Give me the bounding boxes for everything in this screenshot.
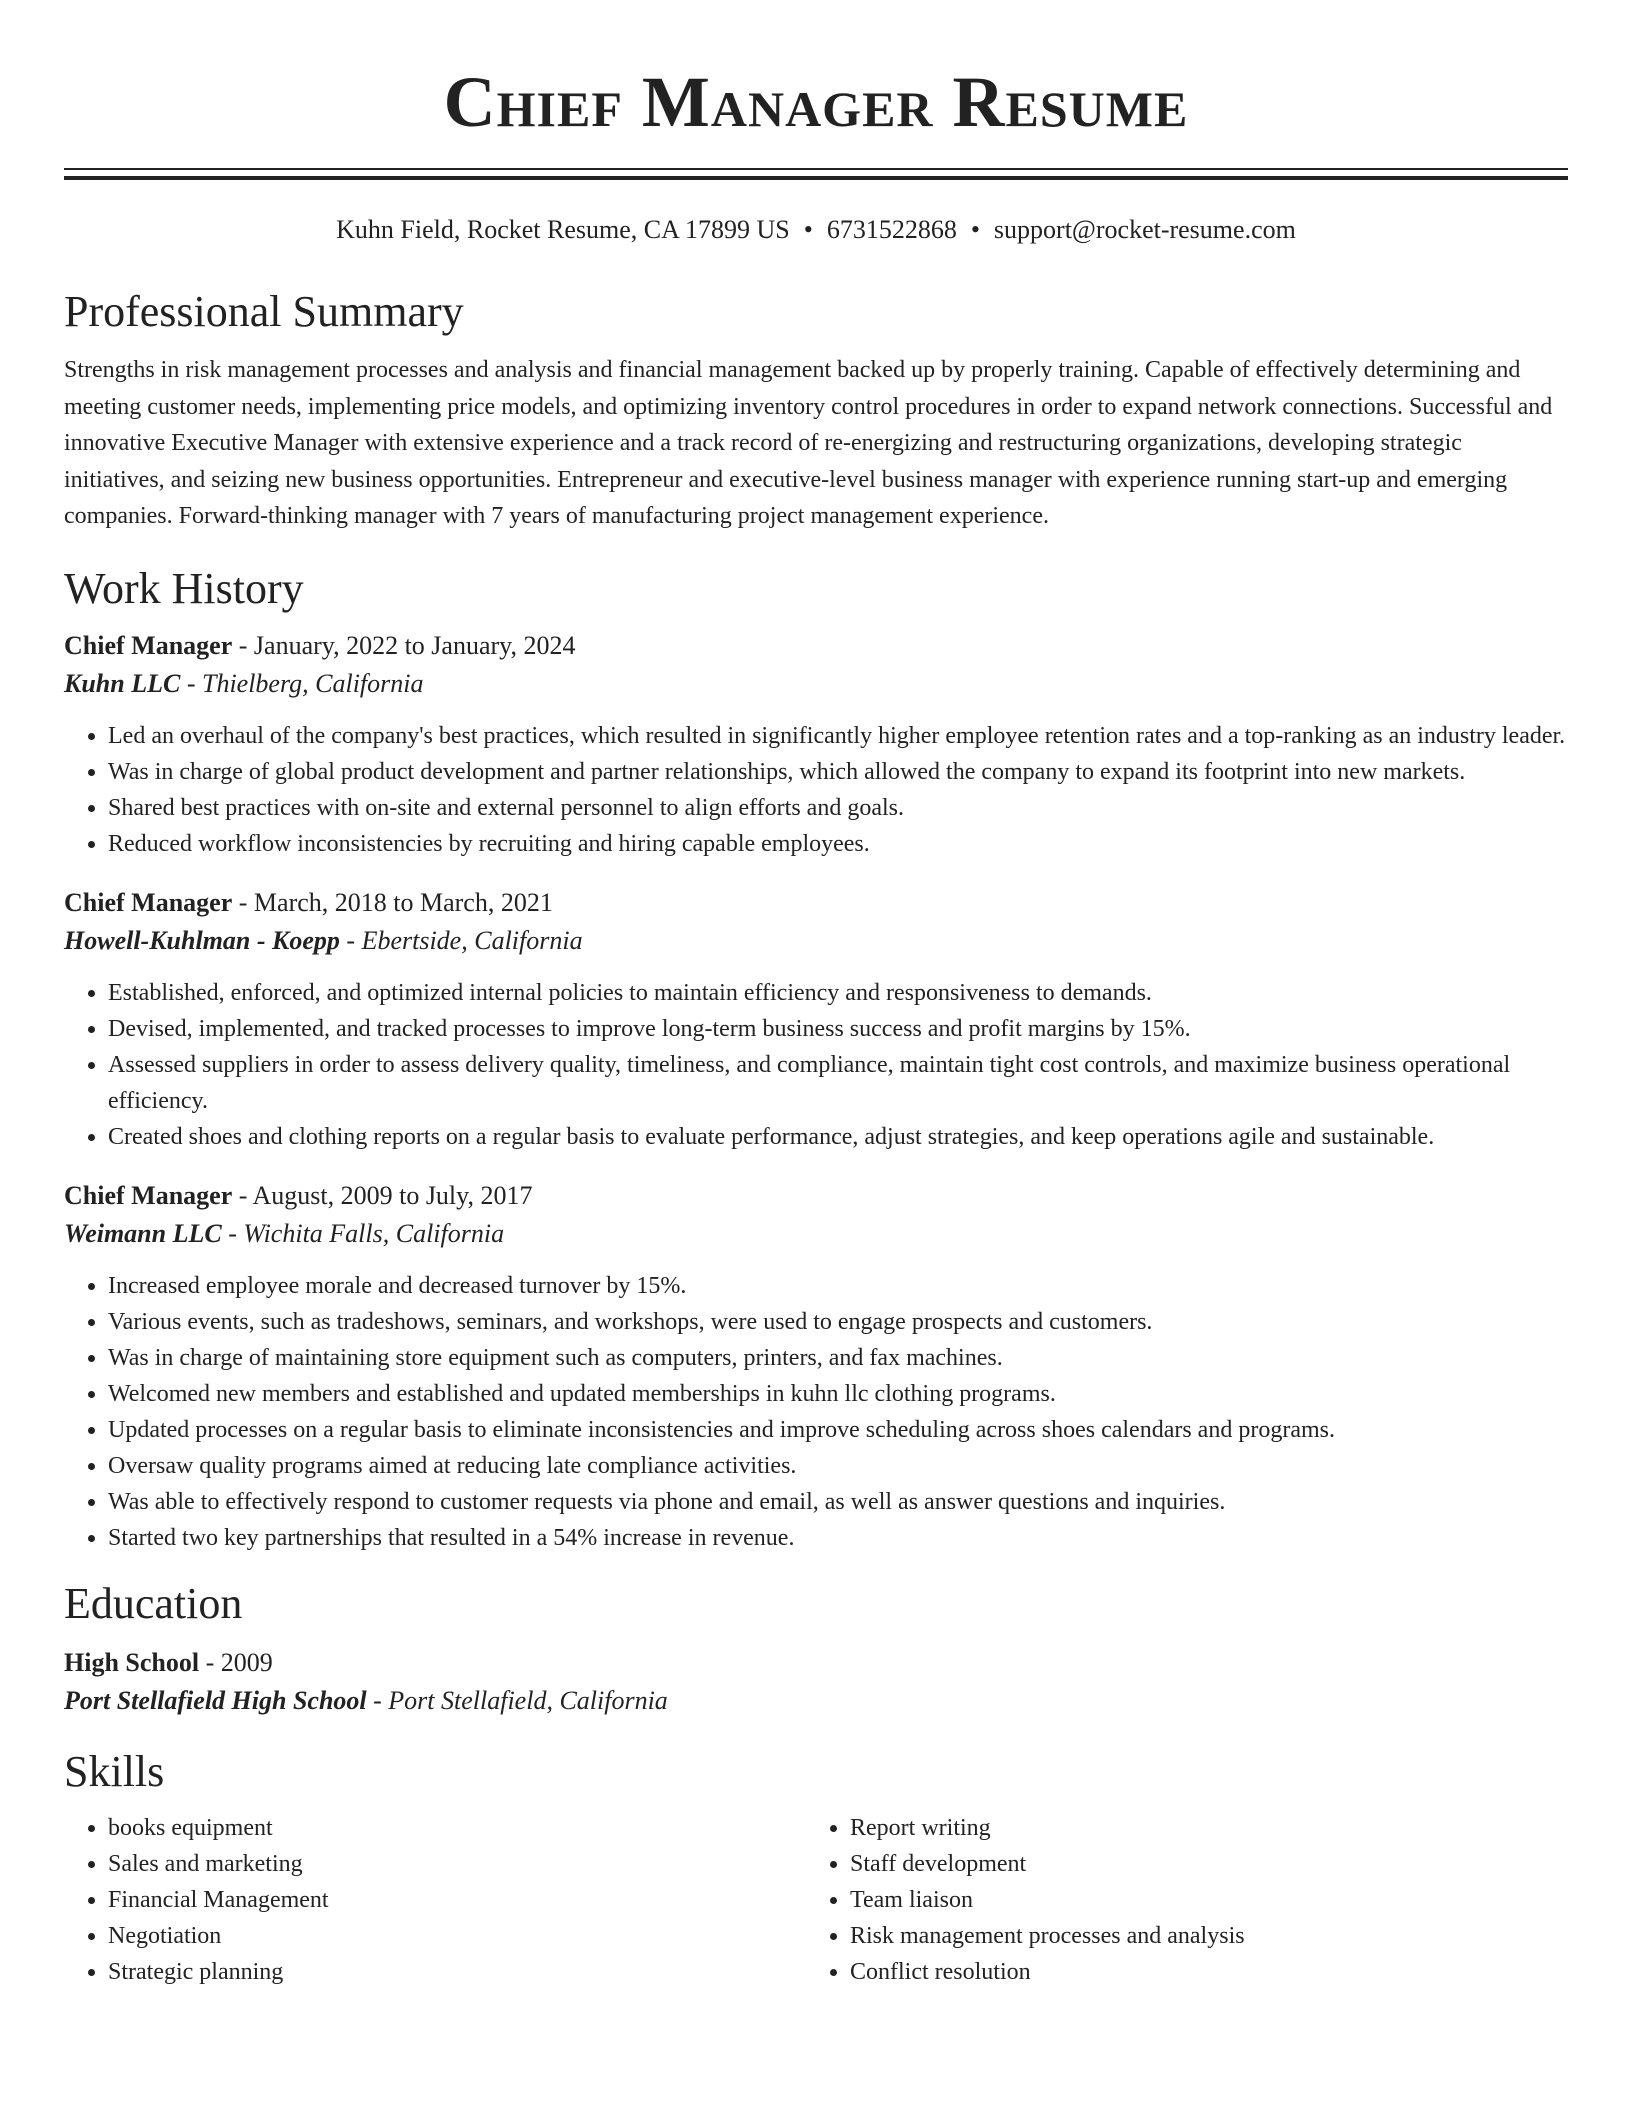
job-position: Chief Manager — [64, 1180, 233, 1210]
job-bullet: • Devised, implemented, and tracked processes to improve long-term business success and profit margins by 15%. — [108, 1011, 1568, 1047]
job-bullet: • Various events, such as tradeshows, seminars, and workshops, were used to engage prospects and customers. — [108, 1304, 1568, 1340]
education-header — [64, 1644, 1568, 1682]
contact-email: support@rocket-resume.com — [993, 215, 1296, 244]
job-entry — [64, 884, 1568, 1155]
job-bullet: • Led an overhaul of the company's best practices, which resulted in significantly higher employee retention rates and a top-ranking as an industry leader. — [108, 718, 1568, 754]
job-bullet: • Shared best practices with on-site and external personnel to align efforts and goals. — [108, 790, 1568, 826]
job-bullet: • Oversaw quality programs aimed at reducing late compliance activities. — [108, 1448, 1568, 1484]
job-bullet: • Assessed suppliers in order to assess delivery quality, timeliness, and compliance, maintain tight cost controls, and maximize business operational efficiency. — [108, 1047, 1568, 1119]
skills-column-left — [64, 1810, 806, 1990]
job-company: Weimann LLC — [64, 1218, 222, 1248]
job-bullet-list — [64, 1268, 1568, 1556]
contact-separator: • — [803, 215, 813, 244]
job-bullet: • Started two key partnerships that resulted in a 54% increase in revenue. — [108, 1520, 1568, 1556]
skill-item: • books equipment — [108, 1810, 806, 1846]
contact-separator: • — [970, 215, 980, 244]
skill-item: • Risk management processes and analysis — [850, 1918, 1568, 1954]
job-bullet: • Reduced workflow inconsistencies by recruiting and hiring capable employees. — [108, 826, 1568, 862]
job-header — [64, 1177, 1568, 1215]
skill-item: • Sales and marketing — [108, 1846, 806, 1882]
job-company: Kuhn LLC — [64, 668, 181, 698]
job-dates: - March, 2018 to March, 2021 — [232, 887, 553, 917]
job-location: - Ebertside, California — [339, 925, 583, 955]
page-title: Chief Manager Resume — [443, 62, 1189, 142]
summary-text: Strengths in risk management processes and analysis and financial management backed up by properly training. Capable of effectively determining and meeting customer needs, implementing price models, and optimizing inventory control procedures in order to expand network connections. Successful and innovative Executive Manager with extensive experience and a track record of re-energizing and restructuring organizations, developing strategic initiatives, and seizing new business opportunities. Entrepreneur and executive-level business manager with experience running start-up and emerging companies. Forward-thinking manager with 7 years of manufacturing project management experience. — [64, 357, 1553, 529]
job-bullet-list — [64, 718, 1568, 862]
job-bullet: • Welcomed new members and established and updated memberships in kuhn llc clothing programs. — [108, 1376, 1568, 1412]
skills-column-right — [806, 1810, 1568, 1990]
job-dates: - August, 2009 to July, 2017 — [232, 1180, 533, 1210]
skill-item: • Team liaison — [850, 1882, 1568, 1918]
education-location: - Port Stellafield, California — [366, 1685, 668, 1715]
title-divider-thin — [64, 168, 1568, 170]
job-entry — [64, 1177, 1568, 1556]
job-bullet: • Increased employee morale and decreased turnover by 15%. — [108, 1268, 1568, 1304]
job-bullet: • Was able to effectively respond to customer requests via phone and email, as well as answer questions and inquiries. — [108, 1484, 1568, 1520]
skill-item: • Financial Management — [108, 1882, 806, 1918]
job-bullet: • Created shoes and clothing reports on a regular basis to evaluate performance, adjust strategies, and keep operations agile and sustainable. — [108, 1119, 1568, 1155]
job-bullet: • Was in charge of global product development and partner relationships, which allowed the company to expand its footprint into new markets. — [108, 754, 1568, 790]
job-bullet-list — [64, 975, 1568, 1155]
skills-grid — [64, 1810, 1568, 1990]
work-history-heading: Work History — [64, 563, 304, 613]
summary-heading: Professional Summary — [64, 287, 464, 336]
job-header — [64, 627, 1568, 665]
contact-phone: 6731522868 — [826, 215, 957, 244]
skill-item: • Staff development — [850, 1846, 1568, 1882]
education-institution — [64, 1682, 1568, 1720]
education-school: Port Stellafield High School — [64, 1685, 367, 1715]
title-divider-thick — [64, 176, 1568, 180]
job-company: Howell-Kuhlman - Koepp — [64, 925, 340, 955]
skill-item: • Conflict resolution — [850, 1954, 1568, 1990]
job-dates: - January, 2022 to January, 2024 — [232, 630, 576, 660]
education-heading: Education — [64, 1578, 243, 1628]
job-position: Chief Manager — [64, 887, 233, 917]
job-entry — [64, 627, 1568, 862]
job-header — [64, 884, 1568, 922]
education-degree: High School — [64, 1647, 200, 1677]
skill-item: • Strategic planning — [108, 1954, 806, 1990]
skill-item: • Report writing — [850, 1810, 1568, 1846]
job-bullet: • Was in charge of maintaining store equipment such as computers, printers, and fax machines. — [108, 1340, 1568, 1376]
contact-line — [64, 214, 1568, 246]
job-employer — [64, 665, 1568, 703]
skill-item: • Negotiation — [108, 1918, 806, 1954]
job-location: - Wichita Falls, California — [221, 1218, 505, 1248]
job-bullet: • Established, enforced, and optimized internal policies to maintain efficiency and responsiveness to demands. — [108, 975, 1568, 1011]
job-bullet: • Updated processes on a regular basis to eliminate inconsistencies and improve scheduling across shoes calendars and programs. — [108, 1412, 1568, 1448]
job-employer — [64, 922, 1568, 960]
job-employer — [64, 1215, 1568, 1253]
skills-heading: Skills — [64, 1746, 165, 1796]
job-location: - Thielberg, California — [180, 668, 424, 698]
contact-address: Kuhn Field, Rocket Resume, CA 17899 US — [336, 215, 790, 244]
job-position: Chief Manager — [64, 630, 233, 660]
education-year: - 2009 — [199, 1647, 273, 1677]
